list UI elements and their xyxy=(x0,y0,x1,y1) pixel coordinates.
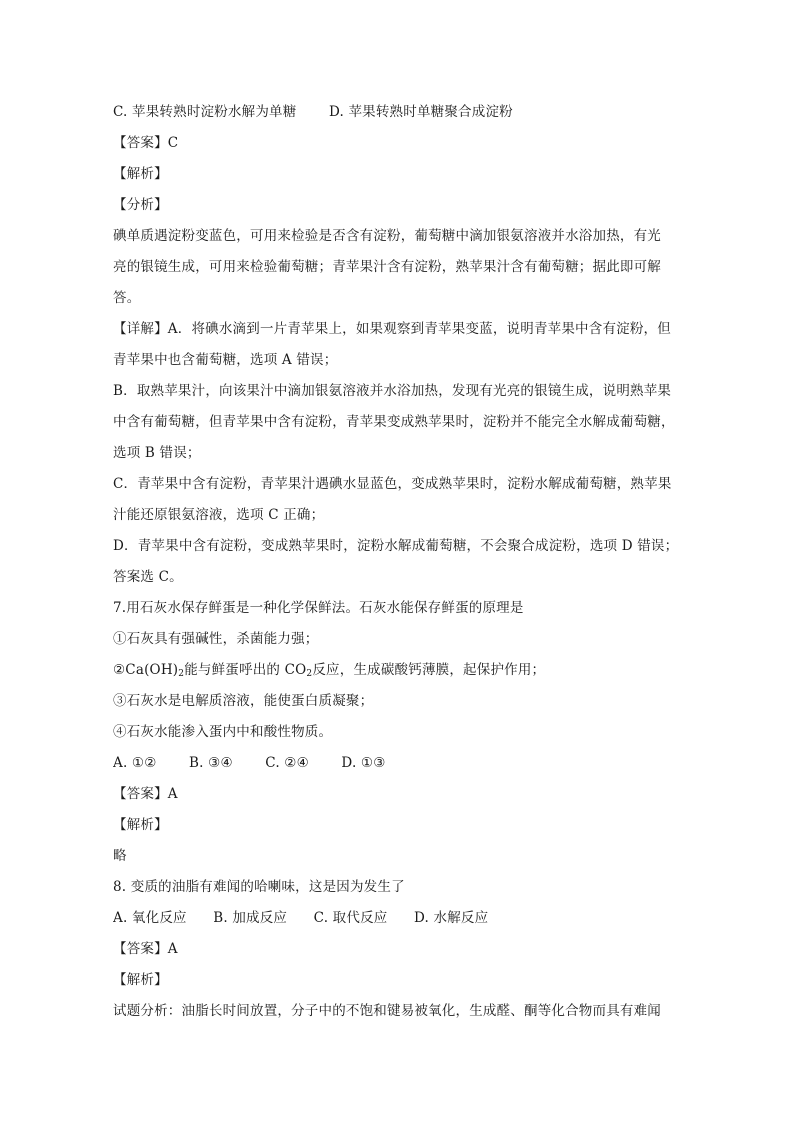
q6-fenxi-heading: 【分析】 xyxy=(113,197,168,213)
q7-stem: 7.用石灰水保存鲜蛋是一种化学保鲜法。石灰水能保存鲜蛋的原理是 xyxy=(113,600,524,616)
q6-fenxi-line: 碘单质遇淀粉变蓝色，可用来检验是否含有淀粉，葡萄糖中滴加银氨溶液并水浴加热，有光 xyxy=(113,228,661,244)
q6-detail-line: D．青苹果中含有淀粉，变成熟苹果时，淀粉水解成葡萄糖，不会聚合成淀粉，选项 D 错误； xyxy=(113,538,679,554)
q6-detail-line: 青苹果中也含葡萄糖，选项 A 错误； xyxy=(113,352,338,368)
q6-fenxi-line: 答。 xyxy=(113,290,141,306)
q7-analysis-heading: 【解析】 xyxy=(113,817,168,833)
q7-option: B. ③④ xyxy=(189,755,233,771)
q7-option: D. ①③ xyxy=(341,755,386,771)
q6-detail-line: 中含有葡萄糖，但青苹果中含有淀粉，青苹果变成熟苹果时，淀粉并不能完全水解成葡萄糖， xyxy=(113,414,675,430)
q8-option: B. 加成反应 xyxy=(213,910,288,926)
subscript: 2 xyxy=(178,669,185,679)
q8-stem: 8. 变质的油脂有难闻的哈喇味，这是因为发生了 xyxy=(113,879,405,895)
q7-item-2-part: 反应，生成碳酸钙薄膜，起保护作用； xyxy=(312,662,546,678)
q8-options-row xyxy=(113,903,685,934)
q8-option: A. 氧化反应 xyxy=(113,910,187,926)
q8-option: C. 取代反应 xyxy=(313,910,388,926)
q7-item-2-part: 能与鲜蛋呼出的 CO xyxy=(184,662,307,678)
q6-detail-line: 【详解】A．将碘水滴到一片青苹果上，如果观察到青苹果变蓝，说明青苹果中含有淀粉，但 xyxy=(113,321,671,337)
q6-detail-line: C．青苹果中含有淀粉，青苹果汁遇碘水显蓝色，变成熟苹果时，淀粉水解成葡萄糖，熟苹果 xyxy=(113,476,672,492)
q6-detail-line: 汁能还原银氨溶液，选项 C 正确； xyxy=(113,507,325,523)
q7-option: A. ①② xyxy=(113,755,157,771)
subscript: 2 xyxy=(306,669,313,679)
q8-analysis: 试题分析：油脂长时间放置，分子中的不饱和键易被氧化，生成醛、酮等化合物而具有难闻 xyxy=(113,1003,661,1019)
q7-option: C. ②④ xyxy=(265,755,309,771)
q7-item-2 xyxy=(113,655,685,686)
q8-option: D. 水解反应 xyxy=(413,910,489,926)
q8-answer: 【答案】A xyxy=(113,941,178,957)
q6-analysis-heading: 【解析】 xyxy=(113,166,168,182)
q6-options-row xyxy=(113,97,685,128)
q7-item-1: ①石灰具有强碱性，杀菌能力强； xyxy=(113,631,319,647)
document-page xyxy=(113,97,685,1027)
q6-detail-line: 答案选 C。 xyxy=(113,569,183,585)
q7-answer: 【答案】A xyxy=(113,786,178,802)
q7-analysis: 略 xyxy=(113,848,127,864)
q7-item-3: ③石灰水是电解质溶液，能使蛋白质凝聚； xyxy=(113,693,374,709)
q6-fenxi-line: 亮的银镜生成，可用来检验葡萄糖；青苹果汁含有淀粉，熟苹果汁含有葡萄糖；据此即可解 xyxy=(113,259,661,275)
q7-item-4: ④石灰水能渗入蛋内中和酸性物质。 xyxy=(113,724,333,740)
q6-answer: 【答案】C xyxy=(113,135,179,151)
q6-option-d: D. 苹果转熟时单糖聚合成淀粉 xyxy=(328,104,513,120)
q6-option-c: C. 苹果转熟时淀粉水解为单糖 xyxy=(113,104,297,120)
q7-options-row xyxy=(113,748,685,779)
q7-item-2-part: ②Ca(OH) xyxy=(113,662,179,678)
q6-detail-line: B．取熟苹果汁，向该果汁中滴加银氨溶液并水浴加热，发现有光亮的银镜生成，说明熟苹果 xyxy=(113,383,672,399)
q6-detail-line: 选项 B 错误； xyxy=(113,445,201,461)
q8-analysis-heading: 【解析】 xyxy=(113,972,168,988)
